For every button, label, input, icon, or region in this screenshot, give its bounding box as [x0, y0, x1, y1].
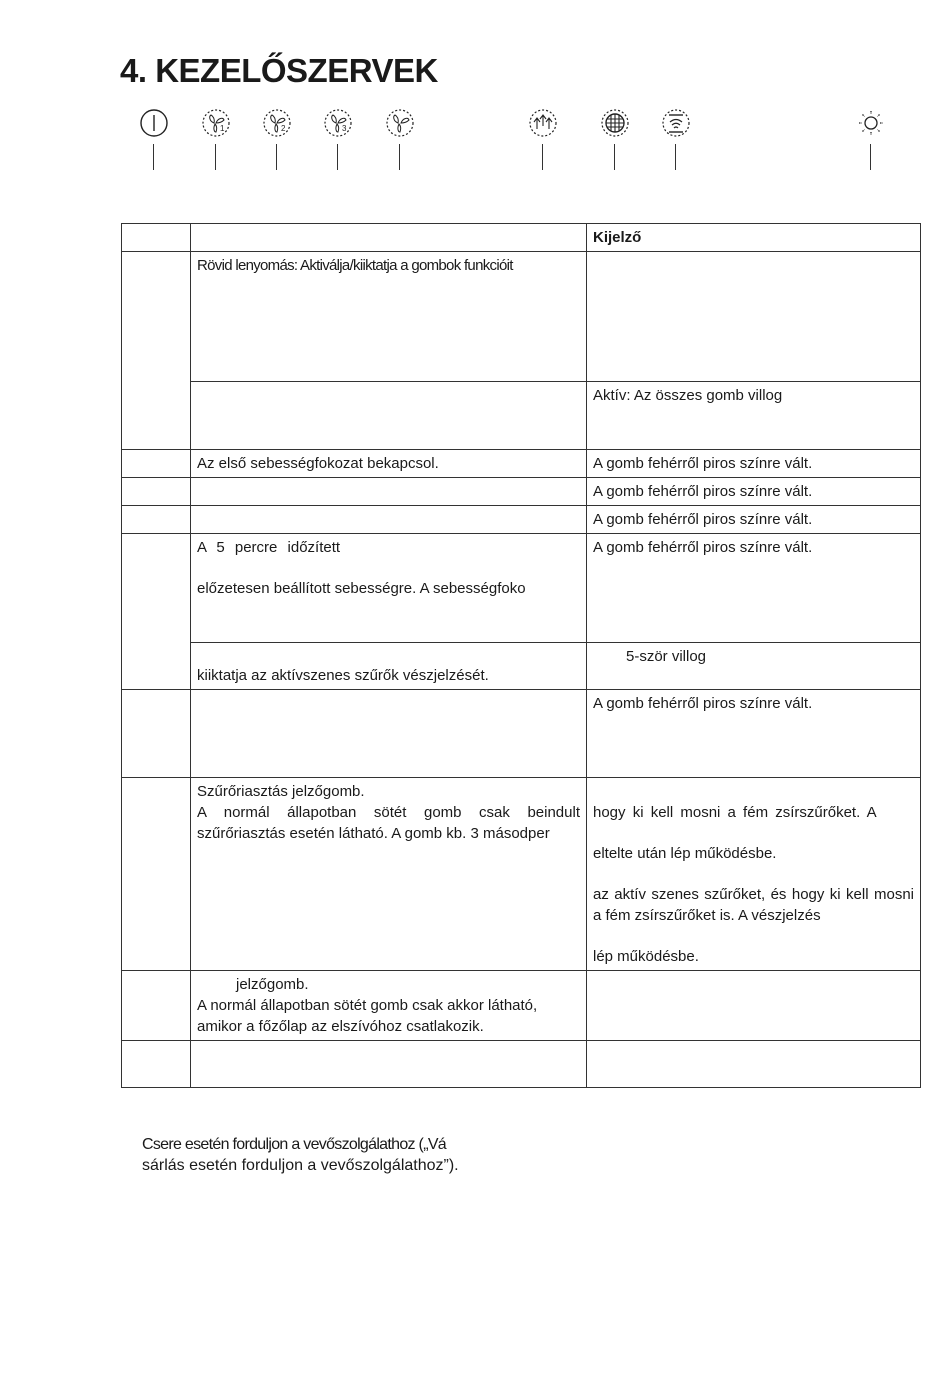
- table-cell: [122, 506, 191, 534]
- table-row: [122, 643, 921, 690]
- svg-text:3: 3: [342, 124, 347, 133]
- row-description-line: Szűrőriasztás jelzőgomb.: [197, 783, 365, 800]
- table-row: [122, 534, 921, 643]
- control-icons-row: [0, 104, 950, 174]
- row-display: A gomb fehérről piros színre vált.: [587, 534, 921, 643]
- row-display: A gomb fehérről piros színre vált.: [587, 450, 921, 478]
- row-display: A gomb fehérről piros színre vált.: [587, 690, 921, 778]
- table-row: [122, 971, 921, 1041]
- table-cell: [122, 971, 191, 1041]
- row-display: [587, 778, 921, 971]
- footnote: [142, 1134, 459, 1176]
- table-cell: [191, 690, 587, 778]
- footnote-line: Csere esetén forduljon a vevőszolgálathoz („Vá: [142, 1136, 446, 1153]
- row-description-line: előzetesen beállított sebességre. A sebességfoko: [197, 580, 526, 597]
- table-row: [122, 478, 921, 506]
- table-row: [122, 382, 921, 450]
- fan-speed-1-icon: [200, 104, 232, 170]
- column-header-display: Kijelző: [587, 224, 921, 252]
- row-display-line: eltelte után lép működésbe.: [593, 845, 777, 862]
- row-description: [191, 534, 587, 643]
- row-display-line: az aktív szenes szűrőket, és hogy ki kell mosni a fém zsírszűrőket is. A vészjelzés: [593, 886, 914, 924]
- table-row: [122, 778, 921, 971]
- row-display: A gomb fehérről piros színre vált.: [587, 506, 921, 534]
- row-description: [191, 971, 587, 1041]
- row-display-line: hogy ki kell mosni a fém zsírszűrőket. A: [593, 804, 877, 821]
- row-description-line: A 5 percre időzített: [197, 539, 341, 556]
- fan-speed-2-icon: [261, 104, 293, 170]
- svg-text:2: 2: [281, 124, 286, 133]
- row-description-line: jelzőgomb.: [236, 976, 309, 993]
- table-row: [122, 450, 921, 478]
- table-cell: [191, 478, 587, 506]
- footnote-line: sárlás esetén forduljon a vevőszolgálathoz”).: [142, 1157, 459, 1174]
- page-title: 4. KEZELŐSZERVEK: [120, 52, 438, 89]
- table-row: [122, 1041, 921, 1088]
- table-cell: [122, 478, 191, 506]
- table-cell: [587, 252, 921, 382]
- table-cell: [122, 224, 191, 252]
- table-cell: [587, 1041, 921, 1088]
- row-description: Rövid lenyomás: Aktiválja/kiiktatja a gombok funkcióit: [191, 252, 587, 382]
- table-cell: [191, 506, 587, 534]
- fan-speed-3-icon: [322, 104, 354, 170]
- controls-table: [121, 223, 921, 1088]
- row-display: A gomb fehérről piros színre vált.: [587, 478, 921, 506]
- table-header-row: [122, 224, 921, 252]
- table-cell: [122, 1041, 191, 1088]
- row-display-line: lép működésbe.: [593, 948, 699, 965]
- table-cell: [587, 971, 921, 1041]
- table-row: [122, 252, 921, 382]
- row-description: [191, 778, 587, 971]
- hob-connect-icon: [660, 104, 692, 170]
- delay-timer-icon: [527, 104, 559, 170]
- filter-grid-icon: [599, 104, 631, 170]
- table-cell: [191, 382, 587, 450]
- table-cell: [191, 224, 587, 252]
- row-description-line: A normál állapotban sötét gomb csak akkor látható, amikor a főzőlap az elszívóhoz csatlakozik.: [197, 997, 538, 1035]
- row-description: kiiktatja az aktívszenes szűrők vészjelzését.: [191, 643, 587, 690]
- row-description: Az első sebességfokozat bekapcsol.: [191, 450, 587, 478]
- table-cell: [122, 450, 191, 478]
- power-icon: [138, 104, 170, 170]
- row-display: 5-ször villog: [587, 643, 921, 690]
- fan-intensive-icon: [384, 104, 416, 170]
- table-row: [122, 506, 921, 534]
- row-description-line: A normál állapotban sötét gomb csak beindult szűrőriasztás esetén látható. A gomb kb. 3 másodper: [197, 804, 580, 842]
- table-cell: [191, 1041, 587, 1088]
- svg-text:1: 1: [220, 124, 225, 133]
- table-cell: [122, 252, 191, 450]
- table-cell: [122, 690, 191, 778]
- table-cell: [122, 778, 191, 971]
- table-cell: [122, 534, 191, 690]
- row-display: Aktív: Az összes gomb villog: [587, 382, 921, 450]
- light-icon: [855, 104, 887, 170]
- table-row: [122, 690, 921, 778]
